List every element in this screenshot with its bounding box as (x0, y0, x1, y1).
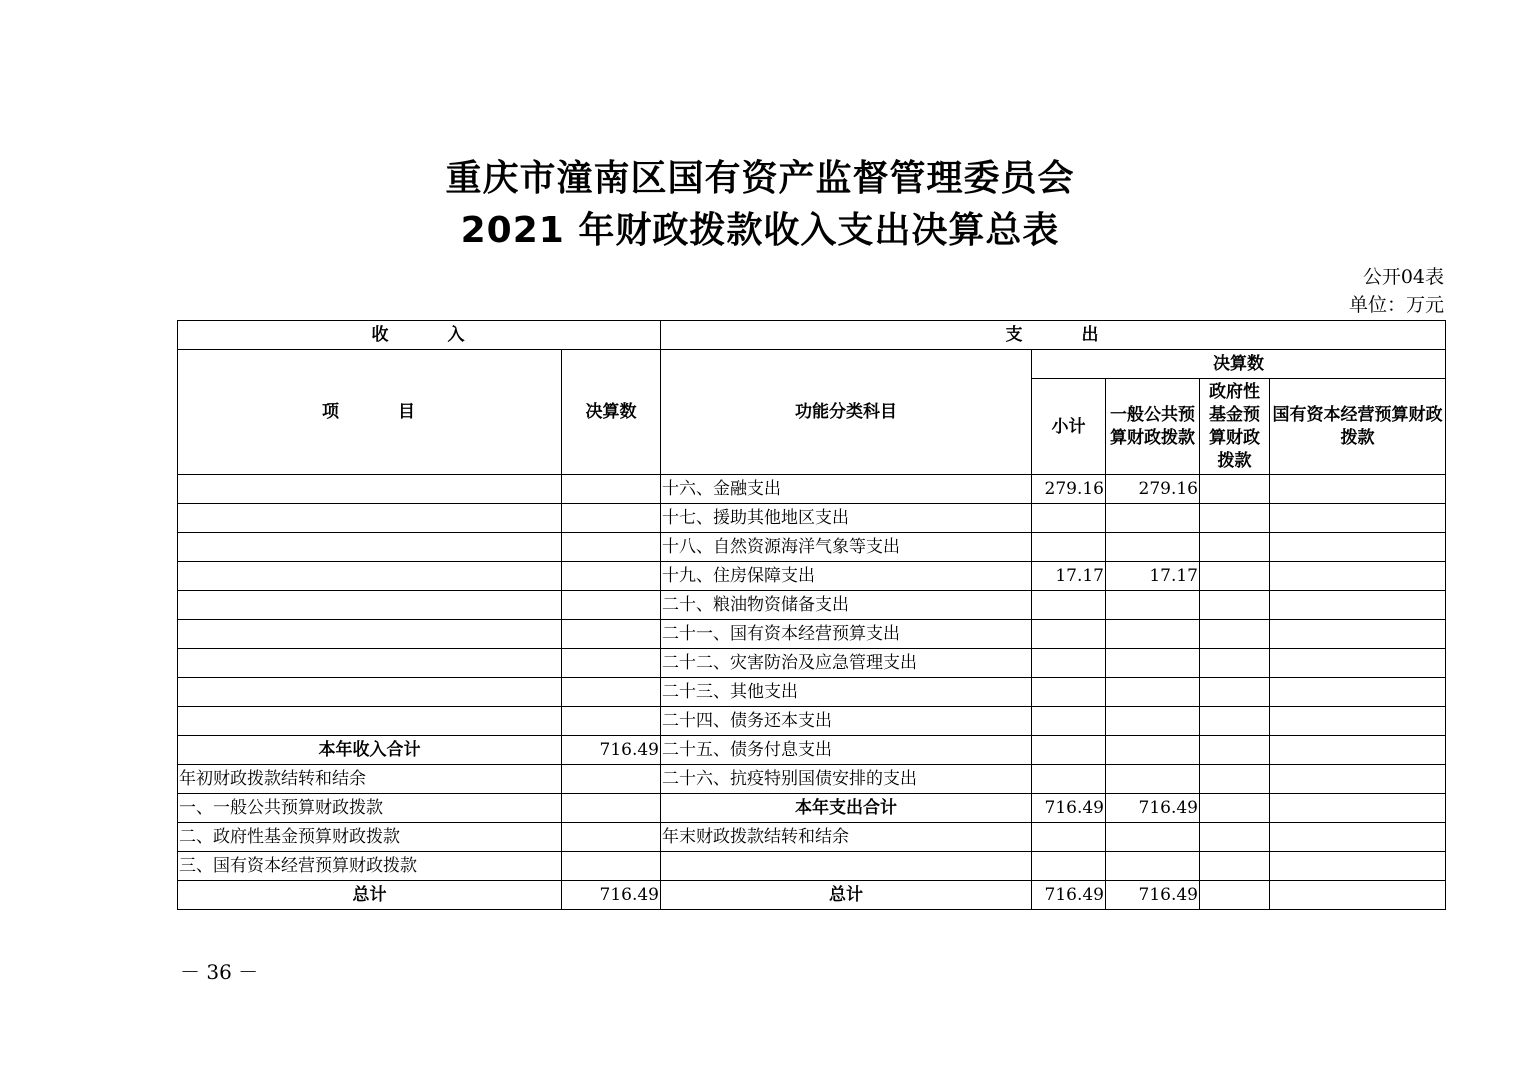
table-row (178, 823, 1446, 852)
subtotal-cell: 17.17 (1032, 562, 1106, 591)
income-item-cell: 本年收入合计 (178, 736, 562, 765)
expense-func-cell: 十六、金融支出 (661, 475, 1032, 504)
income-item-cell: 一、一般公共预算财政拨款 (178, 794, 562, 823)
state-capital-cell (1270, 736, 1446, 765)
general-budget-cell (1106, 533, 1200, 562)
expense-func-cell: 二十二、灾害防治及应急管理支出 (661, 649, 1032, 678)
table-row (178, 533, 1446, 562)
income-header: 收 入 (178, 321, 661, 350)
general-budget-cell (1106, 736, 1200, 765)
income-item-cell: 总计 (178, 881, 562, 910)
general-budget-cell (1106, 765, 1200, 794)
gov-fund-cell (1200, 823, 1270, 852)
subtotal-cell (1032, 823, 1106, 852)
state-capital-cell (1270, 881, 1446, 910)
income-item-cell (178, 504, 562, 533)
gov-fund-cell (1200, 852, 1270, 881)
table-row (178, 881, 1446, 910)
income-item-cell (178, 475, 562, 504)
income-amount-cell: 716.49 (562, 736, 661, 765)
table-row (178, 591, 1446, 620)
general-budget-cell: 716.49 (1106, 881, 1200, 910)
func-header: 功能分类科目 (661, 350, 1032, 475)
budget-table (177, 320, 1446, 910)
income-amount-cell (562, 504, 661, 533)
gov-fund-cell (1200, 591, 1270, 620)
expense-func-cell: 二十一、国有资本经营预算支出 (661, 620, 1032, 649)
income-amount-cell (562, 649, 661, 678)
subtotal-cell: 716.49 (1032, 881, 1106, 910)
state-capital-cell (1270, 649, 1446, 678)
gov-fund-cell (1200, 765, 1270, 794)
table-row (178, 765, 1446, 794)
state-capital-cell (1270, 475, 1446, 504)
expense-func-cell: 二十四、债务还本支出 (661, 707, 1032, 736)
state-capital-cell (1270, 591, 1446, 620)
table-code: 公开04表 (1362, 266, 1444, 288)
income-amount-cell (562, 823, 661, 852)
general-budget-header: 一般公共预算财政拨款 (1106, 379, 1200, 475)
general-budget-cell (1106, 591, 1200, 620)
subtotal-cell (1032, 504, 1106, 533)
subtotal-cell (1032, 707, 1106, 736)
table-row (178, 794, 1446, 823)
gov-fund-header: 政府性基金预算财政拨款 (1200, 379, 1270, 475)
income-amount-cell (562, 475, 661, 504)
state-capital-cell (1270, 562, 1446, 591)
general-budget-cell (1106, 649, 1200, 678)
subtotal-cell (1032, 620, 1106, 649)
gov-fund-cell (1200, 649, 1270, 678)
expense-func-cell: 年末财政拨款结转和结余 (661, 823, 1032, 852)
gov-fund-cell (1200, 504, 1270, 533)
page-title: 重庆市潼南区国有资产监督管理委员会 (445, 158, 1075, 199)
income-item-cell: 二、政府性基金预算财政拨款 (178, 823, 562, 852)
income-item-cell (178, 678, 562, 707)
expense-func-cell: 十八、自然资源海洋气象等支出 (661, 533, 1032, 562)
subtotal-cell (1032, 533, 1106, 562)
general-budget-cell (1106, 504, 1200, 533)
state-capital-cell (1270, 533, 1446, 562)
income-amount-cell: 716.49 (562, 881, 661, 910)
subtotal-cell (1032, 649, 1106, 678)
income-item-cell (178, 620, 562, 649)
general-budget-cell (1106, 852, 1200, 881)
general-budget-cell: 279.16 (1106, 475, 1200, 504)
income-item-cell (178, 591, 562, 620)
table-row (178, 736, 1446, 765)
income-amount-cell (562, 707, 661, 736)
general-budget-cell: 716.49 (1106, 794, 1200, 823)
state-capital-cell (1270, 504, 1446, 533)
gov-fund-cell (1200, 562, 1270, 591)
gov-fund-cell (1200, 678, 1270, 707)
expense-func-cell: 二十六、抗疫特别国债安排的支出 (661, 765, 1032, 794)
gov-fund-cell (1200, 533, 1270, 562)
income-amount-cell (562, 765, 661, 794)
income-amount-cell (562, 620, 661, 649)
income-item-cell: 年初财政拨款结转和结余 (178, 765, 562, 794)
gov-fund-cell (1200, 620, 1270, 649)
page-number: － 36 － (180, 960, 259, 984)
state-capital-cell (1270, 794, 1446, 823)
general-budget-cell: 17.17 (1106, 562, 1200, 591)
item-header: 项 目 (178, 350, 562, 475)
gov-fund-cell (1200, 707, 1270, 736)
expense-func-cell: 十九、住房保障支出 (661, 562, 1032, 591)
amount-header: 决算数 (562, 350, 661, 475)
income-amount-cell (562, 794, 661, 823)
state-capital-cell (1270, 823, 1446, 852)
income-item-cell (178, 707, 562, 736)
table-row (178, 562, 1446, 591)
income-item-cell (178, 533, 562, 562)
subtotal-cell (1032, 678, 1106, 707)
expense-func-cell: 十七、援助其他地区支出 (661, 504, 1032, 533)
expense-func-cell (661, 852, 1032, 881)
table-row (178, 504, 1446, 533)
income-item-cell (178, 562, 562, 591)
general-budget-cell (1106, 620, 1200, 649)
expense-func-cell: 二十三、其他支出 (661, 678, 1032, 707)
subtotal-header: 小计 (1032, 379, 1106, 475)
table-row (178, 649, 1446, 678)
income-amount-cell (562, 533, 661, 562)
gov-fund-cell (1200, 794, 1270, 823)
general-budget-cell (1106, 678, 1200, 707)
gov-fund-cell (1200, 881, 1270, 910)
page-subtitle: 2021 年财政拨款收入支出决算总表 (460, 210, 1060, 251)
subtotal-cell: 716.49 (1032, 794, 1106, 823)
state-capital-cell (1270, 620, 1446, 649)
income-amount-cell (562, 852, 661, 881)
state-capital-cell (1270, 707, 1446, 736)
general-budget-cell (1106, 707, 1200, 736)
table-row (178, 475, 1446, 504)
expense-func-cell: 本年支出合计 (661, 794, 1032, 823)
income-item-cell: 三、国有资本经营预算财政拨款 (178, 852, 562, 881)
general-budget-cell (1106, 823, 1200, 852)
income-amount-cell (562, 678, 661, 707)
income-amount-cell (562, 562, 661, 591)
expense-func-cell: 二十、粮油物资储备支出 (661, 591, 1032, 620)
state-capital-cell (1270, 678, 1446, 707)
expense-header: 支 出 (661, 321, 1446, 350)
subtotal-cell (1032, 852, 1106, 881)
expense-func-cell: 二十五、债务付息支出 (661, 736, 1032, 765)
table-row (178, 852, 1446, 881)
subtotal-cell (1032, 765, 1106, 794)
final-header: 决算数 (1032, 350, 1446, 379)
subtotal-cell (1032, 736, 1106, 765)
gov-fund-cell (1200, 475, 1270, 504)
gov-fund-cell (1200, 736, 1270, 765)
income-item-cell (178, 649, 562, 678)
state-capital-header: 国有资本经营预算财政拨款 (1270, 379, 1446, 475)
table-body (178, 475, 1446, 910)
income-amount-cell (562, 591, 661, 620)
table-row (178, 678, 1446, 707)
subtotal-cell: 279.16 (1032, 475, 1106, 504)
subtotal-cell (1032, 591, 1106, 620)
table-row (178, 620, 1446, 649)
expense-func-cell: 总计 (661, 881, 1032, 910)
state-capital-cell (1270, 852, 1446, 881)
state-capital-cell (1270, 765, 1446, 794)
table-row (178, 707, 1446, 736)
unit-label: 单位：万元 (1348, 294, 1444, 316)
